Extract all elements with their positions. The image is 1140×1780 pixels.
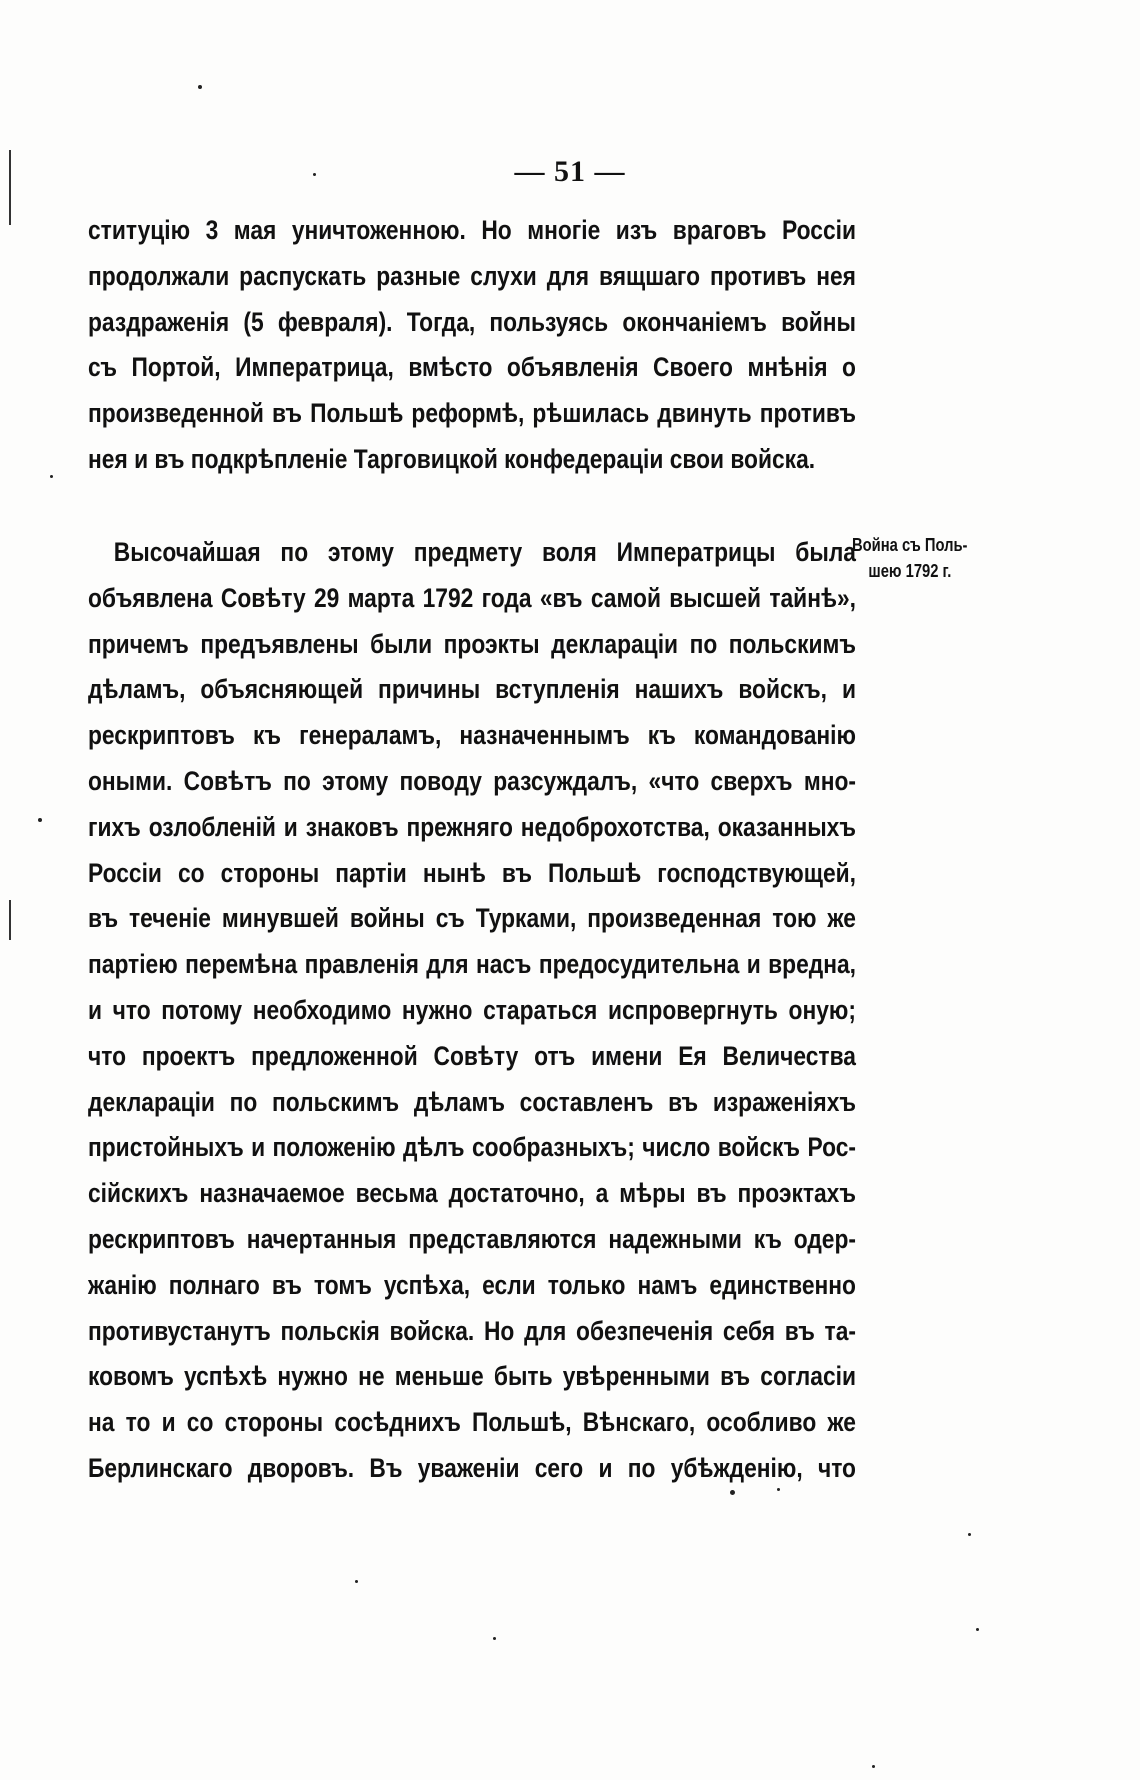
text-line: рескриптовъ къ генераламъ, назначеннымъ къ командованію — [88, 720, 856, 751]
text-line: причемъ предъявлены были проэкты деклараціи по польскимъ — [88, 628, 856, 659]
margin-note-line: Война съ Поль- — [852, 535, 968, 555]
text-line: произведенной въ Польшѣ реформѣ, рѣшилась двинуть противъ — [88, 398, 856, 429]
text-line: нея и въ подкрѣпленіе Тарговицкой конфедераціи свои войска. — [88, 443, 816, 474]
text-line: сійскихъ назначаемое весьма достаточно, а мѣры въ проэктахъ — [88, 1178, 856, 1209]
page-number: — 51 — — [514, 155, 626, 188]
scan-speck — [872, 1765, 875, 1768]
paragraph-1 — [88, 208, 856, 483]
text-line: рескриптовъ начертанныя представляются надежными къ одер- — [88, 1223, 856, 1254]
scan-speck — [198, 85, 202, 89]
scan-speck — [777, 1488, 780, 1491]
text-line: пристойныхъ и положенію дѣлъ сообразныхъ; число войскъ Рос- — [88, 1132, 856, 1163]
scan-speck — [50, 475, 53, 478]
text-line: противустанутъ польскія войска. Но для обезпеченія себя въ та- — [88, 1315, 856, 1346]
text-line: дѣламъ, объясняющей причины вступленія нашихъ войскъ, и — [88, 674, 856, 705]
text-line: объявлена Совѣту 29 марта 1792 года «въ самой высшей тайнѣ», — [88, 582, 856, 613]
text-line: Россіи со стороны партіи нынѣ въ Польшѣ господствующей, — [88, 857, 856, 888]
text-line: ковомъ успѣхѣ нужно не меньше быть увѣренными въ согласіи — [88, 1361, 856, 1392]
text-line: Берлинскаго дворовъ. Въ уваженіи сего и по убѣжденію, что — [88, 1452, 856, 1483]
text-line: деклараціи по польскимъ дѣламъ составленъ въ израженіяхъ — [88, 1086, 856, 1117]
text-line: ституцію 3 мая уничтоженною. Но многіе изъ враговъ Россіи — [88, 215, 856, 245]
text-line: въ теченіе минувшей войны съ Турками, произведенная тою же — [88, 903, 856, 934]
scan-edge-mark — [9, 150, 11, 225]
text-line: оными. Совѣтъ по этому поводу разсуждалъ, «что сверхъ мно- — [88, 765, 856, 796]
scan-speck — [38, 818, 42, 822]
text-line: раздраженія (5 февраля). Тогда, пользуясь окончаніемъ войны — [88, 306, 856, 337]
scan-speck — [313, 173, 316, 176]
text-line: съ Портой, Императрица, вмѣсто объявленія Своего мнѣнія о — [88, 352, 856, 383]
text-line: и что потому необходимо нужно стараться испровергнуть оную; — [88, 994, 856, 1025]
paragraph-2 — [88, 530, 856, 1492]
text-line: жанію полнаго въ томъ успѣха, если только намъ единственно — [88, 1269, 856, 1300]
text-line: на то и со стороны сосѣднихъ Польшѣ, Вѣнскаго, особливо же — [88, 1407, 856, 1438]
scan-speck — [968, 1533, 971, 1536]
scan-speck — [976, 1628, 979, 1631]
margin-note-line: шею 1792 г. — [868, 561, 952, 581]
margin-note — [852, 532, 975, 584]
text-line: что проектъ предложенной Совѣту отъ имени Ея Величества — [88, 1040, 856, 1071]
scan-speck — [355, 1580, 358, 1583]
scan-speck — [493, 1637, 496, 1640]
scan-edge-mark — [9, 900, 11, 940]
text-line: партіею перемѣна правленія для насъ предосудительна и вредна, — [88, 949, 856, 980]
text-line: гихъ озлобленій и знаковъ прежняго недоброхотства, оказанныхъ — [88, 811, 856, 842]
scan-speck — [730, 1490, 735, 1495]
text-line: продолжали распускать разные слухи для вящшаго противъ нея — [88, 260, 856, 291]
text-line: Высочайшая по этому предмету воля Императрицы была — [113, 537, 856, 567]
